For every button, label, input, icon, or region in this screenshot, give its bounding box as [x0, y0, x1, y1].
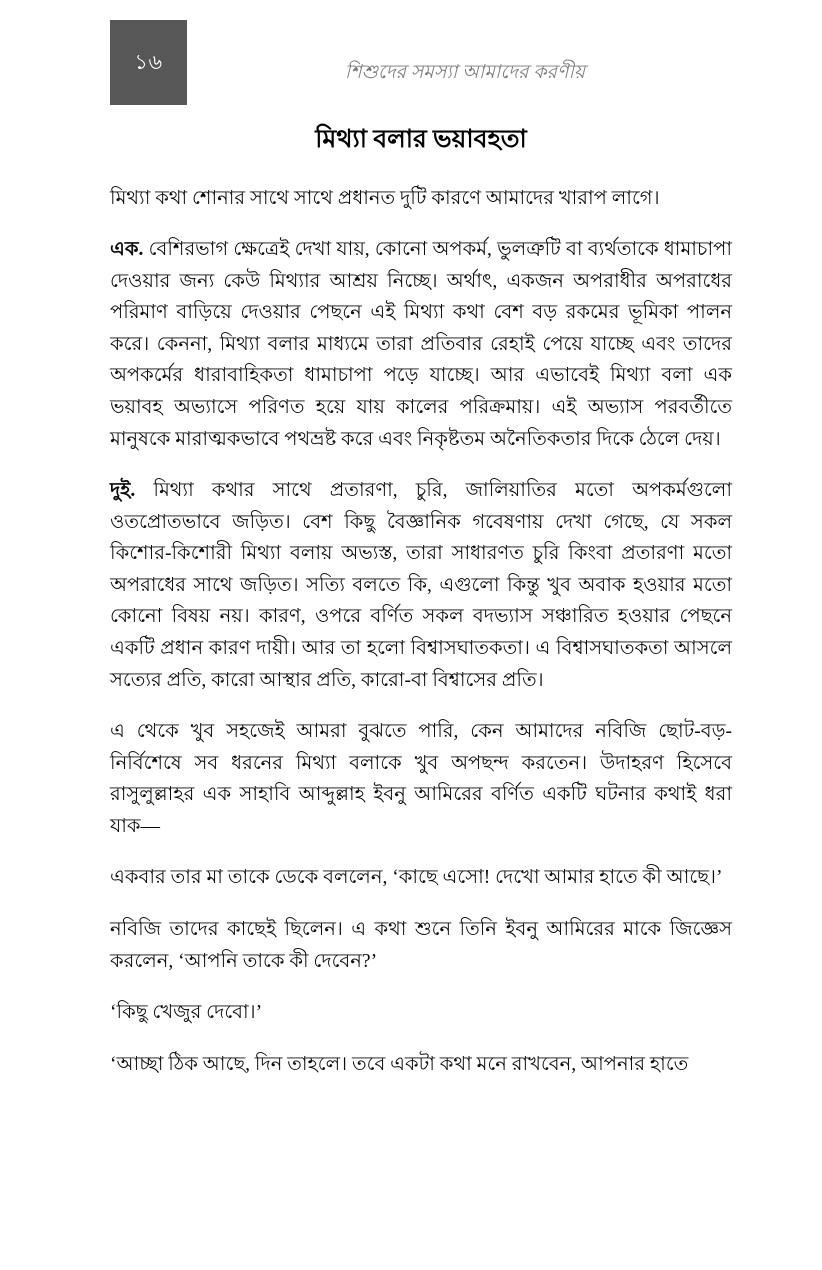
paragraph-four: একবার তার মা তাকে ডেকে বললেন, ‘কাছে এসো! দেখো আমার হাতে কী আছে।’: [110, 867, 723, 889]
page-number-badge: [110, 20, 187, 105]
paragraph-seven: ‘আচ্ছা ঠিক আছে, দিন তাহলে। তবে একটা কথা মনে রাখবেন, আপনার হাতে: [110, 1053, 689, 1075]
page-content: [110, 124, 732, 1080]
point-two-text: মিথ্যা কথার সাথে প্রতারণা, চুরি, জালিয়াতির মতো অপকর্মগুলো ওতপ্রোতভাবে জড়িত। বেশ কিছু বৈজ্ঞানিক গবেষণায় দেখা গেছে, যে সকল কিশোর-কিশোরী মিথ্যা বলায় অভ্যস্ত, তারা সাধারণত চুরি কিংবা প্রতারণা মতো অপরাধের সাথে জড়িত। সত্যি বলতে কি, এগুলো কিন্তু খুব অবাক হওয়ার মতো কোনো বিষয় নয়। কারণ, ওপরে বর্ণিত সকল বদভ্যাস সঞ্চারিত হওয়ার পেছনে একটি প্রধান কারণ দায়ী। আর তা হলো বিশ্বাসঘাতকতা। এ বিশ্বাসঘাতকতা আসলে সত্যের প্রতি, কারো আস্থার প্রতি, কারো-বা বিশ্বাসের প্রতি।: [110, 480, 732, 691]
point-one-label: এক.: [110, 239, 144, 261]
paragraph-point-two: [110, 475, 732, 696]
running-header-title: শিশুদের সমস্যা আমাদের করণীয়: [344, 62, 586, 83]
point-two-label: দুই.: [110, 480, 136, 502]
paragraph-five: নবিজি তাদের কাছেই ছিলেন। এ কথা শুনে তিনি ইবনু আমিরের মাকে জিজ্ঞেস করলেন, ‘আপনি তাকে কী দেবেন?’: [110, 919, 732, 972]
paragraph-intro: মিথ্যা কথা শোনার সাথে সাথে প্রধানত দুটি কারণে আমাদের খারাপ লাগে।: [110, 187, 660, 209]
point-one-text: বেশিরভাগ ক্ষেত্রেই দেখা যায়, কোনো অপকর্ম, ভুলত্রুটি বা ব্যর্থতাকে ধামাচাপা দেওয়ার জন্য কেউ মিথ্যার আশ্রয় নিচ্ছে। অর্থাৎ, একজন অপরাধীর অপরাধের পরিমাণ বাড়িয়ে দেওয়ার পেছনে এই মিথ্যা কথা বেশ বড় রকমের ভূমিকা পালন করে। কেননা, মিথ্যা বলার মাধ্যমে তারা প্রতিবার রেহাই পেয়ে যাচ্ছে এবং তাদের অপকর্মের ধারাবাহিকতা ধামাচাপা পড়ে যাচ্ছে। আর এভাবেই মিথ্যা বলা এক ভয়াবহ অভ্যাসে পরিণত হয়ে যায় কালের পরিক্রমায়। এই অভ্যাস পরবর্তীতে মানুষকে মারাত্মকভাবে পথভ্রষ্ট করে এবং নিকৃষ্টতম অনৈতিকতার দিকে ঠেলে দেয়।: [110, 239, 732, 450]
chapter-title: মিথ্যা বলার ভয়াবহতা: [315, 126, 527, 153]
paragraph-three: এ থেকে খুব সহজেই আমরা বুঝতে পারি, কেন আমাদের নবিজি ছোট-বড়-নির্বিশেষে সব ধরনের মিথ্যা বলাকে খুব অপছন্দ করতেন। উদাহরণ হিসেবে রাসুলুল্লাহর এক সাহাবি আব্দুল্লাহ ইবনু আমিরের বর্ণিত একটি ঘটনার কথাই ধরা যাক—: [110, 721, 732, 837]
paragraph-point-one: [110, 234, 732, 455]
paragraph-six: ‘কিছু খেজুর দেবো।’: [110, 1002, 263, 1024]
page-number: ১৬: [134, 50, 163, 74]
page-header: [0, 0, 822, 118]
